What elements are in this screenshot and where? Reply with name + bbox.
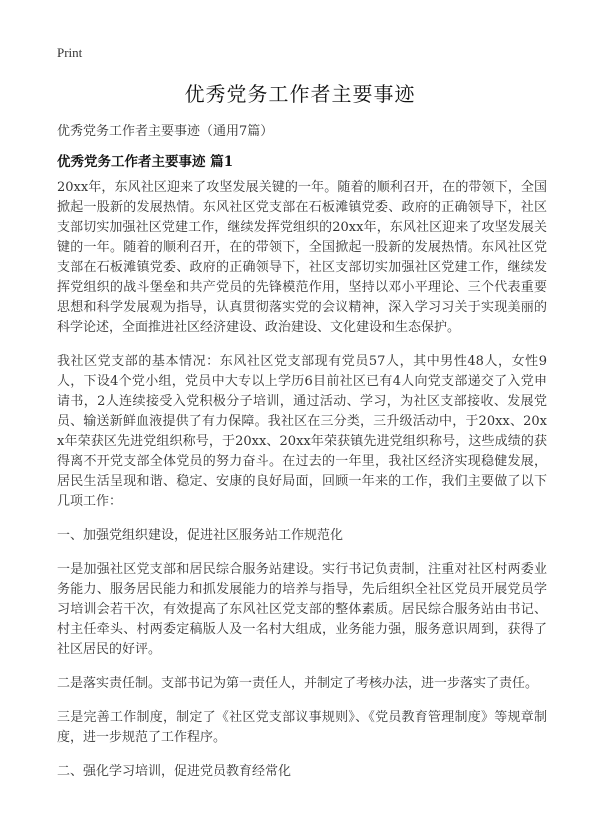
paragraph-heading-two: 二、强化学习培训，促进党员教育经常化 — [57, 764, 292, 779]
paragraph-heading-one: 一、加强党组织建设，促进社区服务站工作规范化 — [57, 528, 344, 543]
document-subtitle: 优秀党务工作者主要事迹（通用7篇） — [57, 124, 274, 139]
document-body — [57, 178, 547, 796]
paragraph-point-two: 二是落实责任制。支部书记为第一责任人，并制定了考核办法，进一步落实了责任。 — [57, 676, 539, 691]
paragraph-point-three: 三是完善工作制度，制定了《社区党支部议事规则》、《党员教育管理制度》等规章制度，进一步规范了工作程序。 — [57, 710, 547, 745]
print-label[interactable]: Print — [57, 45, 83, 60]
page-title: 优秀党务工作者主要事迹 — [184, 82, 416, 106]
paragraph-basic-situation: 我社区党支部的基本情况：东风社区党支部现有党员57人，其中男性48人，女性9人，下设4个党小组，党员中大专以上学历6目前社区已有4人向党支部递交了入党申请书，2人连续接受入党积极分子培训，通过活动、学习，为社区支部接收、发展党员、输送新鲜血液提供了有力保障。我社区在三分类，三升级活动中，于20xx、20xx年荣获区先进党组织称号，于20xx、20xx年荣获镇先进党组织称号，这些成绩的获得离不开党支部全体党员的努力奋斗。在过去的一年里，我社区经济实现稳健发展，居民生活呈现和谐、稳定、安康的良好局面，回顾一年来的工作，我们主要做了以下几项工作： — [57, 354, 547, 509]
paragraph-point-one: 一是加强社区党支部和居民综合服务站建设。实行书记负责制，注重对社区村两委业务能力、服务居民能力和抓发展能力的培养与指导，先后组织全社区党员开展党员学习培训会若干次，有效提高了东风社区党支部的整体素质。居民综合服务站由书记、村主任牵头、村两委定稿版人及一名村大组成，业务能力强，服务意识周到，获得了社区居民的好评。 — [57, 562, 547, 657]
paragraph-intro: 20xx年，东风社区迎来了攻坚发展关键的一年。随着的顺利召开，在的带领下，全国掀起一股新的发展热情。东风社区党支部在石板滩镇党委、政府的正确领导下，社区支部切实加强社区党建工作，继续发挥党组织的20xx年，东风社区迎来了攻坚发展关键的一年。随着的顺利召开，在的带领下，全国掀起一股新的发展热情。东风社区党支部在石板滩镇党委、政府的正确领导下，社区支部切实加强社区党建工作，继续发挥党组织的战斗堡垒和共产党员的先锋模范作用，坚持以邓小平理论、三个代表重要思想和科学发展观为指导，认真贯彻落实党的会议精神，深入学习习关于实现美丽的科学论述，全面推进社区经济建设、政治建设、文化建设和生态保护。 — [57, 180, 547, 335]
section-heading: 优秀党务工作者主要事迹 篇1 — [57, 154, 234, 170]
